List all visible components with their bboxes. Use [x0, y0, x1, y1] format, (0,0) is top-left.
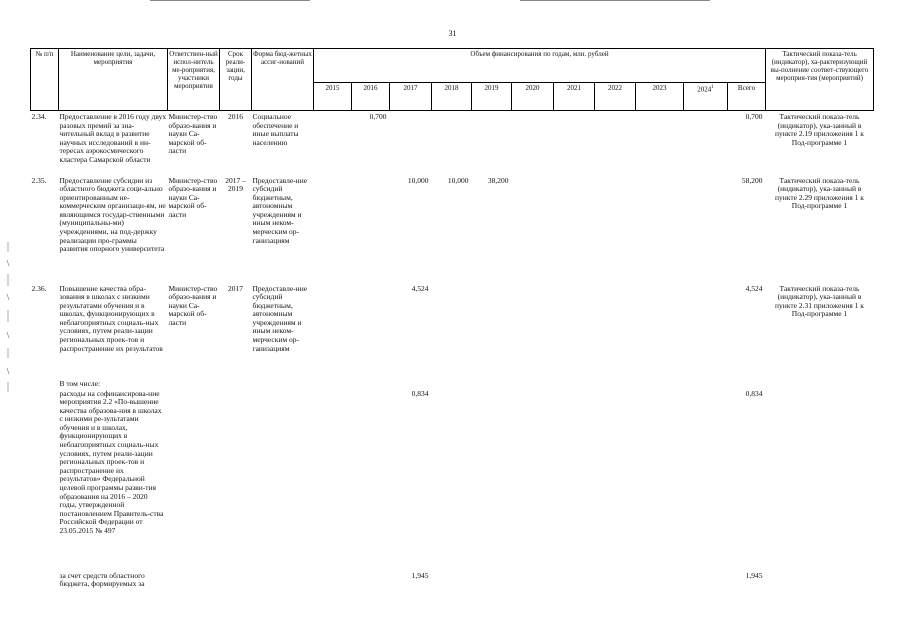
row-total: 58,200 — [741, 175, 763, 185]
row-value: 10,000 — [407, 175, 429, 185]
header-year: 2017 — [390, 83, 432, 111]
row-value — [512, 283, 554, 380]
row-value — [636, 380, 684, 390]
row-indicator: Тактический показа-тель (индикатор), ука-занный в пункте 2.29 приложения 1 к Под-программе 1 — [775, 175, 864, 211]
row-term — [220, 390, 252, 572]
row-total: 1,945 — [745, 571, 763, 580]
row-responsible — [168, 380, 220, 390]
header-form: Форма бюд-жетных ассиг-нований — [252, 49, 314, 111]
row-value — [390, 111, 432, 175]
row-value — [314, 283, 352, 380]
header-responsible: Ответствен-ный испол-нитель ме-роприятия, участники мероприятия — [168, 49, 220, 111]
header-year: 2022 — [595, 83, 636, 111]
row-responsible — [168, 572, 220, 594]
row-value — [512, 380, 554, 390]
row-value — [314, 390, 352, 572]
scan-margin-marks — [4, 240, 12, 400]
row-indicator — [766, 572, 874, 594]
row-total: 0,834 — [745, 389, 763, 398]
row-num: 2.36. — [31, 283, 47, 293]
row-value — [314, 175, 352, 283]
row-total: 0,700 — [745, 112, 763, 121]
row-goal: Предоставление субсидии из областного бюджета соци-ально ориентированным не-коммерческим организаци-ям, не являющимся государ-ственными (муниципальны-ми) учреждениями, на под-держку реализации про-граммы развития опорного университета — [59, 175, 166, 254]
row-value — [595, 380, 636, 390]
header-indicator: Тактический показа-тель (индикатор), ха-рактеризующий вы-полнение соответ-ствующего мероприя-тия (мероприятий) — [766, 49, 874, 111]
row-indicator — [766, 380, 874, 390]
row-value — [554, 572, 595, 594]
row-value: 0,834 — [411, 389, 429, 398]
row-value — [352, 283, 390, 380]
row-term — [220, 380, 252, 390]
row-value — [554, 380, 595, 390]
row-value — [352, 390, 390, 572]
row-term: 2017 – 2019 — [225, 175, 246, 194]
row-responsible: Министер-ство образо-вания и науки Са-марской об-ласти — [168, 112, 218, 156]
table-body — [31, 111, 874, 594]
row-responsible — [168, 390, 220, 572]
header-year: 2019 — [472, 83, 512, 111]
row-value — [684, 111, 728, 175]
row-value — [432, 380, 472, 390]
header-year: 2023 — [636, 83, 684, 111]
top-rule-right — [520, 0, 710, 1]
table-row — [31, 380, 874, 390]
row-value — [684, 572, 728, 594]
row-value — [595, 283, 636, 380]
row-value — [512, 111, 554, 175]
row-value — [352, 572, 390, 594]
row-indicator: Тактический показа-тель (индикатор), ука-занный в пункте 2.31 приложения 1 к Под-программе 1 — [775, 283, 864, 319]
header-year: 2018 — [432, 83, 472, 111]
row-value — [314, 572, 352, 594]
row-value — [595, 572, 636, 594]
row-value — [512, 175, 554, 283]
row-value — [636, 175, 684, 283]
row-value — [472, 283, 512, 380]
row-form — [252, 380, 314, 390]
row-form: Социальное обеспечение и иные выплаты населению — [252, 112, 299, 147]
row-value — [472, 390, 512, 572]
page-number: 31 — [448, 29, 457, 38]
row-value — [314, 111, 352, 175]
row-value — [554, 390, 595, 572]
header-year-2024-label: 2024 — [697, 85, 712, 94]
header-finance: Объем финансирования по годам, млн. рублей — [314, 49, 766, 83]
header-total: Всего — [728, 83, 766, 111]
row-value: 4,524 — [411, 283, 429, 293]
row-goal: Повышение качества обра-зования в школах с низкими результатами обучения и в школах, функционирующих в неблагоприятных социаль-ных условиях, путем реали-зации региональных проек-тов и распространение их результатов — [59, 283, 163, 353]
row-num — [31, 390, 59, 572]
row-value — [554, 111, 595, 175]
header-year: 2020 — [512, 83, 554, 111]
row-term: 2017 — [228, 283, 243, 293]
row-value — [684, 283, 728, 380]
row-indicator — [766, 390, 874, 572]
table-row — [31, 390, 874, 572]
row-value — [314, 380, 352, 390]
row-value: 10,000 — [447, 175, 469, 185]
table-row — [31, 111, 874, 175]
row-value — [554, 175, 595, 283]
row-value: 38,200 — [487, 175, 509, 185]
row-value — [636, 390, 684, 572]
row-value — [684, 175, 728, 283]
row-indicator: Тактический показа-тель (индикатор), ука-занный в пункте 2.19 приложения 1 к Под-программе 1 — [775, 112, 864, 147]
row-form: Предоставле-ние субсидий бюджетным, автономным учреждениям и иным неком-мерческим ор-ганизациям — [252, 283, 308, 353]
top-rule-left — [150, 0, 310, 1]
header-row-1 — [31, 49, 874, 83]
row-num — [31, 572, 59, 594]
row-goal: Предоставление в 2016 году двух разовых премий за зна-чительный вклад в развитие научных исследований в ин-тересах аэрокосмического кластера Самарской области — [59, 112, 167, 164]
row-form — [252, 390, 314, 572]
row-value — [636, 572, 684, 594]
row-value — [684, 390, 728, 572]
row-value — [432, 390, 472, 572]
row-form — [252, 572, 314, 594]
row-value — [432, 111, 472, 175]
header-year: 2021 — [554, 83, 595, 111]
row-value — [684, 380, 728, 390]
row-value — [512, 572, 554, 594]
row-value — [432, 283, 472, 380]
header-term: Срок реали-зации, годы — [220, 49, 252, 111]
table-row — [31, 175, 874, 283]
row-value — [595, 111, 636, 175]
header-year-2024 — [684, 83, 728, 111]
row-value — [636, 111, 684, 175]
row-value — [554, 283, 595, 380]
row-value — [595, 175, 636, 283]
row-value — [432, 572, 472, 594]
row-value: 0,700 — [369, 112, 387, 121]
row-value — [472, 111, 512, 175]
row-total — [728, 380, 766, 390]
row-value — [352, 380, 390, 390]
row-num: 2.35. — [31, 175, 47, 185]
header-goal: Наименование цели, задачи, мероприятия — [59, 49, 168, 111]
footnote-mark: 1 — [711, 85, 714, 90]
row-form: Предоставле-ние субсидий бюджетным, автономным учреждениям и иным неком-мерческим ор-ганизациям — [252, 175, 308, 245]
row-value — [390, 380, 432, 390]
row-value — [636, 283, 684, 380]
row-term: 2016 — [228, 112, 243, 121]
row-value — [472, 380, 512, 390]
row-value — [595, 390, 636, 572]
row-num — [31, 380, 59, 390]
table-row — [31, 283, 874, 380]
financing-table — [30, 48, 874, 594]
header-year: 2016 — [352, 83, 390, 111]
header-year: 2015 — [314, 83, 352, 111]
row-responsible: Министер-ство образо-вания и науки Са-марской об-ласти — [168, 283, 218, 327]
row-num: 2.34. — [31, 112, 47, 121]
row-goal: расходы на софинансирова-ние мероприятия 2.2 «По-вышение качества образова-ния в школах с низкими ре-зультатами обучения и в школах, функционирующих в неблагоприятных социаль-ных условиях, путем реали-зации региональных проек-тов и распространение их результатов» Федеральной целевой программы разви-тия образования на 2016 – 2020 годы, утвержденной постановлением Правитель-ства Российской Федерации от 23.05.2015 № 497 — [59, 389, 164, 535]
row-value — [472, 572, 512, 594]
row-goal: за счет средств областного бюджета, формируемых за — [59, 571, 145, 589]
row-responsible: Министер-ство образо-вания и науки Са-марской об-ласти — [168, 175, 218, 219]
row-goal: В том числе: — [59, 379, 101, 388]
table-row — [31, 572, 874, 594]
row-value — [352, 175, 390, 283]
row-term — [220, 572, 252, 594]
row-value — [512, 390, 554, 572]
row-value: 1,945 — [411, 571, 429, 580]
header-num: № п/п — [31, 49, 59, 111]
row-total: 4,524 — [745, 283, 763, 293]
